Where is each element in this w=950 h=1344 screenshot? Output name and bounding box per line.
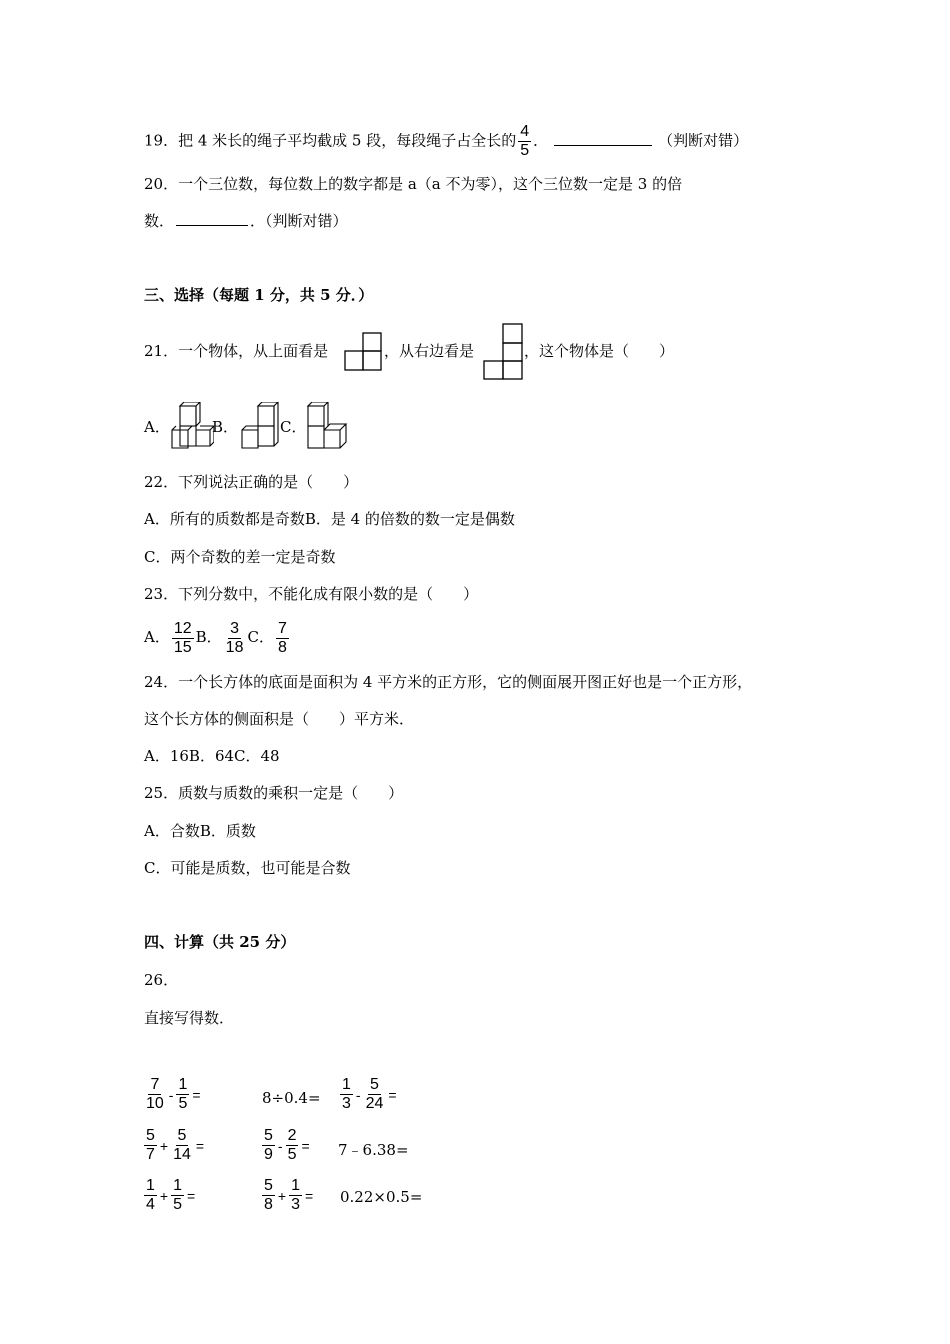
q19-answer-blank[interactable] — [554, 131, 652, 146]
denominator: 5 — [173, 1196, 182, 1213]
question-22-stem: 22．下列说法正确的是（ ） — [144, 473, 359, 491]
question-22-options-ab: A．所有的质数都是奇数B．是 4 的倍数的数一定是偶数 — [144, 510, 515, 528]
question-23-options — [144, 617, 291, 657]
numerator: 1 — [146, 1177, 155, 1194]
q23-option-b-fraction[interactable] — [224, 620, 246, 657]
denominator: 5 — [178, 1095, 188, 1112]
operator: + — [159, 1137, 169, 1154]
denominator: 4 — [146, 1196, 155, 1213]
q23-a-denominator: 15 — [173, 638, 192, 656]
denominator: 10 — [146, 1095, 164, 1112]
question-24-line1: 24．一个长方体的底面是面积为 4 平方米的正方形，它的侧面展开图正好也是一个正方形， — [144, 673, 753, 691]
numerator: 5 — [264, 1127, 273, 1144]
denominator: 7 — [146, 1146, 155, 1163]
question-23-stem: 23．下列分数中，不能化成有限小数的是（ ） — [144, 585, 479, 603]
operator: + — [277, 1187, 287, 1204]
q20-post: ．（判断对错） — [250, 212, 348, 230]
q21-option-c-label: C． — [280, 418, 307, 436]
q23-c-numerator: 7 — [277, 619, 287, 637]
numerator: 7 — [150, 1076, 160, 1093]
calc-r2c2 — [260, 1127, 311, 1164]
operator: - — [277, 1137, 283, 1154]
q23-c-denominator: 8 — [277, 638, 287, 656]
right-view-figure — [482, 323, 524, 381]
denominator: 24 — [365, 1095, 384, 1112]
question-26-instruction: 直接写得数． — [144, 1009, 235, 1027]
numerator: 5 — [370, 1076, 379, 1093]
section-3-title: 三、选择（每题 1 分，共 5 分．） — [144, 286, 374, 304]
operator: - — [168, 1086, 174, 1103]
q19-denominator: 5 — [520, 142, 530, 159]
option-b-cube-figure[interactable] — [240, 402, 284, 450]
calc-r2c1-frac-b — [171, 1127, 193, 1164]
calc-r2c2-frac-a — [262, 1127, 275, 1164]
calc-r1c1-frac-a — [144, 1076, 166, 1113]
q19-fraction — [518, 123, 531, 160]
denominator: 3 — [342, 1095, 351, 1112]
equals: = — [187, 1187, 196, 1204]
q21-option-a-label: A． — [144, 418, 170, 436]
q21-pre: 21．一个物体，从上面看是 — [144, 342, 329, 360]
question-22-option-c: C．两个奇数的差一定是奇数 — [144, 548, 336, 566]
calc-r1c1 — [142, 1076, 202, 1113]
question-25-option-c: C．可能是质数，也可能是合数 — [144, 859, 351, 877]
numerator: 5 — [146, 1127, 155, 1144]
q19-tail: （判断对错） — [658, 131, 749, 150]
section-4-title: 四、计算（共 25 分） — [144, 933, 296, 951]
q23-b-numerator: 3 — [230, 619, 240, 637]
calc-r2c1 — [142, 1127, 205, 1164]
q20-answer-blank[interactable] — [176, 211, 248, 226]
question-20-line2 — [144, 210, 348, 232]
denominator: 5 — [287, 1146, 297, 1163]
equals: = — [192, 1086, 201, 1103]
question-20-line1: 20．一个三位数，每位数上的数字都是 a（a 不为零），这个三位数一定是 3 的倍 — [144, 175, 683, 193]
q23-b-denominator: 18 — [225, 638, 244, 656]
q21-option-b-label: B． — [212, 418, 239, 436]
calc-r3c2-frac-b — [289, 1177, 302, 1214]
q23-option-c-label: C． — [247, 628, 274, 646]
q23-option-b-label: B． — [195, 628, 222, 646]
q23-option-a-label: A． — [144, 628, 170, 646]
numerator: 2 — [287, 1127, 297, 1144]
calc-r3c1 — [142, 1177, 196, 1214]
operator: + — [159, 1187, 169, 1204]
equals: = — [305, 1187, 314, 1204]
numerator: 5 — [264, 1177, 273, 1194]
calc-r2c1-frac-a — [144, 1127, 157, 1164]
calc-r1c2: 8÷0.4= — [262, 1089, 321, 1107]
question-24-options: A．16B．64C．48 — [144, 747, 280, 765]
question-26-number: 26． — [144, 971, 179, 989]
calc-r3c1-frac-b — [171, 1177, 184, 1214]
q20-pre: 数． — [144, 212, 175, 230]
denominator: 14 — [173, 1146, 191, 1163]
question-19 — [144, 123, 748, 160]
q21-mid: ，从右边看是 — [384, 342, 475, 360]
calc-r3c1-frac-a — [144, 1177, 157, 1214]
option-a-cube-figure[interactable] — [170, 402, 214, 450]
calc-r2c2-frac-b — [286, 1127, 299, 1164]
equals: = — [195, 1137, 205, 1154]
calc-r1c3 — [338, 1076, 398, 1113]
q19-numerator: 4 — [520, 123, 530, 140]
calc-r2c3: 7﹣6.38= — [338, 1141, 409, 1159]
calc-r1c3-frac-b — [364, 1076, 386, 1113]
numerator: 5 — [177, 1127, 187, 1144]
operator: - — [355, 1086, 361, 1103]
numerator: 1 — [291, 1177, 300, 1194]
question-25-stem: 25．质数与质数的乘积一定是（ ） — [144, 784, 404, 802]
top-view-figure — [344, 332, 384, 372]
numerator: 1 — [178, 1076, 188, 1093]
question-24-line2: 这个长方体的侧面积是（ ）平方米． — [144, 710, 415, 728]
numerator: 1 — [173, 1177, 182, 1194]
equals: = — [388, 1086, 397, 1103]
calc-r1c1-frac-b — [176, 1076, 189, 1113]
denominator: 8 — [264, 1196, 273, 1213]
denominator: 3 — [291, 1196, 300, 1213]
denominator: 9 — [264, 1146, 273, 1163]
calc-r3c2-frac-a — [262, 1177, 275, 1214]
q23-option-a-fraction[interactable] — [172, 620, 194, 657]
option-c-cube-figure[interactable] — [304, 402, 350, 450]
equals: = — [301, 1137, 310, 1154]
q19-text: 19．把 4 米长的绳子平均截成 5 段，每段绳子占全长的 — [144, 131, 517, 150]
q19-period: ． — [533, 131, 549, 150]
calc-r3c2 — [260, 1177, 314, 1214]
question-25-options-ab: A．合数B．质数 — [144, 822, 256, 840]
calc-r1c3-frac-a — [340, 1076, 353, 1113]
numerator: 1 — [342, 1076, 351, 1093]
calc-r3c3: 0.22×0.5= — [340, 1188, 423, 1206]
q21-post: ，这个物体是（ ） — [524, 342, 675, 360]
q23-option-c-fraction[interactable] — [276, 620, 289, 657]
q23-a-numerator: 12 — [173, 619, 192, 637]
